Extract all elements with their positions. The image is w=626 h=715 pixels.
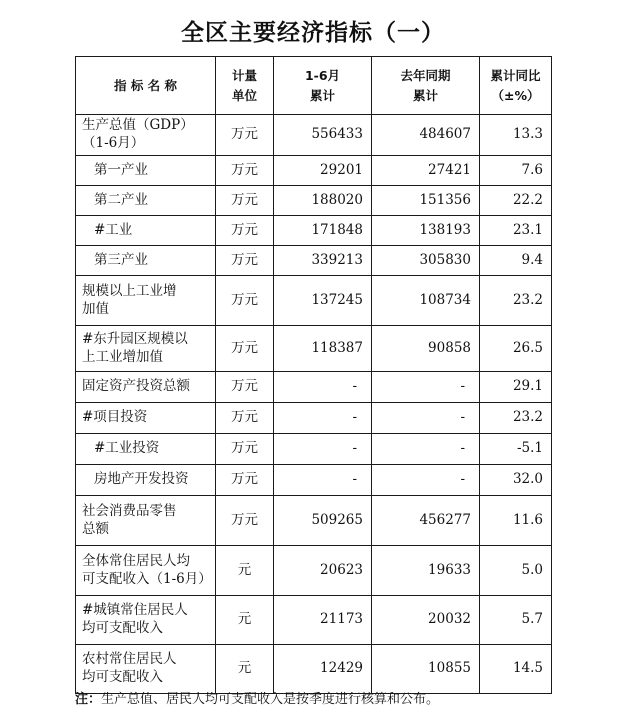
previous-value: 90858 [372, 326, 480, 372]
previous-value: 20032 [372, 596, 480, 645]
indicator-name: #城镇常住居民人 均可支配收入 [76, 596, 216, 645]
current-value: - [274, 465, 372, 496]
indicator-name: 第二产业 [76, 186, 216, 216]
yoy-value: 22.2 [480, 186, 552, 216]
indicator-name: #项目投资 [76, 403, 216, 434]
indicator-name: #东升园区规模以 上工业增加值 [76, 326, 216, 372]
current-value: 12429 [274, 645, 372, 694]
unit-cell: 万元 [216, 403, 274, 434]
indicator-name: 固定资产投资总额 [76, 372, 216, 403]
previous-value: 19633 [372, 546, 480, 596]
table-row [76, 434, 552, 465]
table-row [76, 403, 552, 434]
current-value: 171848 [274, 216, 372, 246]
current-value: 29201 [274, 156, 372, 186]
table-row [76, 546, 552, 596]
indicator-name: 全体常住居民人均 可支配收入（1-6月） [76, 546, 216, 596]
table-row [76, 326, 552, 372]
yoy-value: 14.5 [480, 645, 552, 694]
previous-value: 484607 [372, 115, 480, 156]
current-value: 556433 [274, 115, 372, 156]
table-row [76, 645, 552, 694]
yoy-value: 32.0 [480, 465, 552, 496]
yoy-value: 26.5 [480, 326, 552, 372]
indicator-name: 社会消费品零售 总额 [76, 496, 216, 546]
yoy-value: 5.0 [480, 546, 552, 596]
current-value: 20623 [274, 546, 372, 596]
table-row [76, 246, 552, 276]
previous-value: 456277 [372, 496, 480, 546]
current-value: 137245 [274, 276, 372, 326]
indicator-name: #工业 [76, 216, 216, 246]
current-value: 188020 [274, 186, 372, 216]
table-row [76, 372, 552, 403]
current-value: - [274, 403, 372, 434]
indicator-name: 第一产业 [76, 156, 216, 186]
unit-cell: 万元 [216, 465, 274, 496]
header-indicator: 指 标 名 称 [76, 57, 216, 115]
previous-value: 10855 [372, 645, 480, 694]
unit-cell: 元 [216, 596, 274, 645]
indicator-name: 第三产业 [76, 246, 216, 276]
previous-value: 305830 [372, 246, 480, 276]
table-row [76, 496, 552, 546]
unit-cell: 元 [216, 645, 274, 694]
current-value: 118387 [274, 326, 372, 372]
indicator-name: 生产总值（GDP） （1-6月） [76, 115, 216, 156]
yoy-value: 13.3 [480, 115, 552, 156]
previous-value: 108734 [372, 276, 480, 326]
unit-cell: 万元 [216, 276, 274, 326]
previous-value: - [372, 434, 480, 465]
economic-indicators-table [75, 56, 552, 694]
table-row [76, 276, 552, 326]
header-yoy: 累计同比 （±%） [480, 57, 552, 115]
yoy-value: 29.1 [480, 372, 552, 403]
footnote-text: 生产总值、居民人均可支配收入是按季度进行核算和公布。 [101, 692, 440, 707]
table-row [76, 115, 552, 156]
yoy-value: 11.6 [480, 496, 552, 546]
previous-value: - [372, 372, 480, 403]
table-row [76, 216, 552, 246]
unit-cell: 万元 [216, 434, 274, 465]
unit-cell: 万元 [216, 115, 274, 156]
page-title: 全区主要经济指标（一） [181, 20, 445, 46]
unit-cell: 万元 [216, 372, 274, 403]
footnote-label: 注： [75, 692, 102, 707]
footnote [75, 688, 439, 707]
table-header-row [76, 57, 552, 115]
table-row [76, 186, 552, 216]
header-prev-cumulative: 去年同期 累计 [372, 57, 480, 115]
header-current-cumulative: 1-6月 累计 [274, 57, 372, 115]
table-row [76, 596, 552, 645]
yoy-value: 5.7 [480, 596, 552, 645]
previous-value: - [372, 403, 480, 434]
unit-cell: 万元 [216, 156, 274, 186]
unit-cell: 万元 [216, 246, 274, 276]
table-row [76, 465, 552, 496]
yoy-value: -5.1 [480, 434, 552, 465]
unit-cell: 万元 [216, 186, 274, 216]
header-unit: 计量 单位 [216, 57, 274, 115]
unit-cell: 万元 [216, 496, 274, 546]
indicator-name: 农村常住居民人 均可支配收入 [76, 645, 216, 694]
previous-value: 138193 [372, 216, 480, 246]
table-row [76, 156, 552, 186]
yoy-value: 7.6 [480, 156, 552, 186]
yoy-value: 23.2 [480, 276, 552, 326]
unit-cell: 万元 [216, 326, 274, 372]
current-value: - [274, 434, 372, 465]
unit-cell: 万元 [216, 216, 274, 246]
current-value: 21173 [274, 596, 372, 645]
indicator-name: 房地产开发投资 [76, 465, 216, 496]
current-value: - [274, 372, 372, 403]
previous-value: 27421 [372, 156, 480, 186]
previous-value: 151356 [372, 186, 480, 216]
unit-cell: 元 [216, 546, 274, 596]
previous-value: - [372, 465, 480, 496]
yoy-value: 9.4 [480, 246, 552, 276]
indicator-name: #工业投资 [76, 434, 216, 465]
current-value: 509265 [274, 496, 372, 546]
indicator-name: 规模以上工业增 加值 [76, 276, 216, 326]
yoy-value: 23.1 [480, 216, 552, 246]
yoy-value: 23.2 [480, 403, 552, 434]
current-value: 339213 [274, 246, 372, 276]
